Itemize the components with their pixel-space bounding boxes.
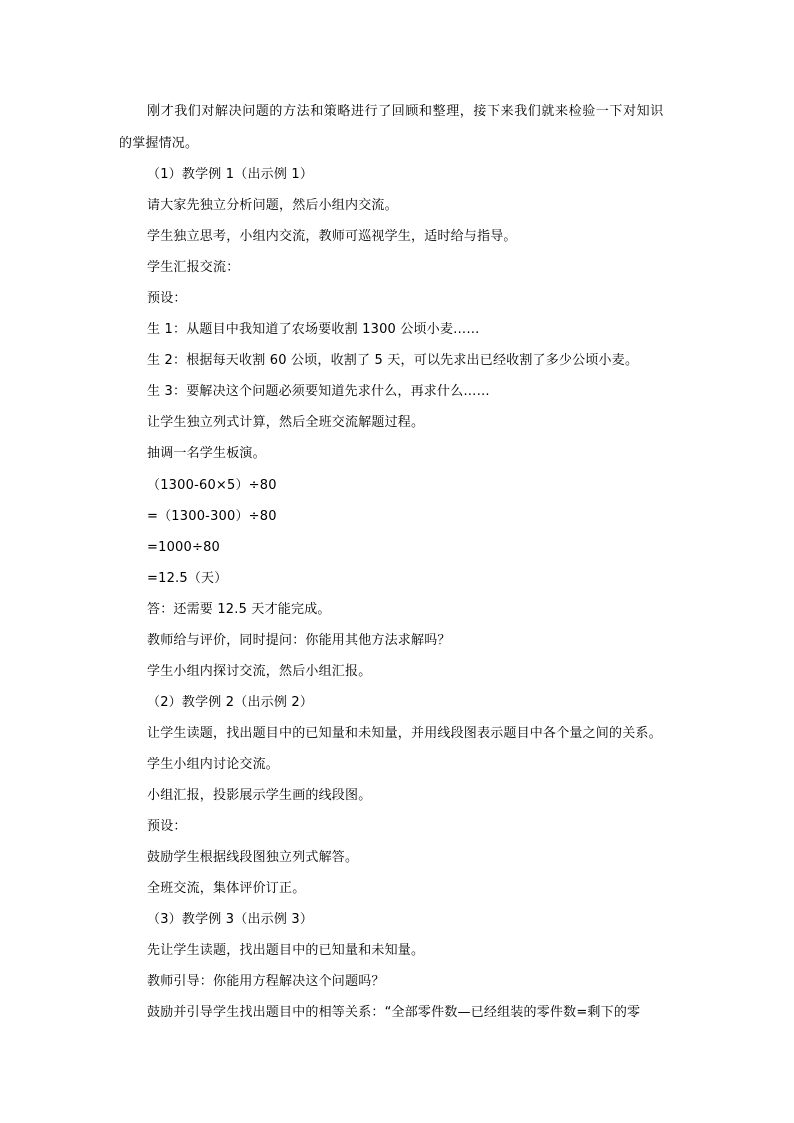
text-line: 先让学生读题，找出题目中的已知量和未知量。 — [147, 943, 425, 958]
text-line: 学生独立思考，小组内交流，教师可巡视学生，适时给与指导。 — [147, 229, 517, 244]
text-line: 生 1：从题目中我知道了农场要收割 1300 公顷小麦…… — [147, 322, 480, 337]
equation-line: =1000÷80 — [147, 540, 221, 555]
text-line: 抽调一名学生板演。 — [147, 446, 266, 461]
section-heading-example-2: （2）教学例 2（出示例 2） — [147, 695, 314, 710]
text-line: 小组汇报，投影展示学生画的线段图。 — [147, 788, 372, 803]
text-line: 请大家先独立分析问题，然后小组内交流。 — [147, 198, 398, 213]
section-heading-example-1: （1）教学例 1（出示例 1） — [147, 167, 314, 182]
text-line: 鼓励并引导学生找出题目中的相等关系：“全部零件数—已经组装的零件数=剩下的零 — [147, 1005, 641, 1020]
text-line: 学生小组内讨论交流。 — [147, 757, 280, 772]
text-line: 让学生独立列式计算，然后全班交流解题过程。 — [147, 415, 425, 430]
section-heading-example-3: （3）教学例 3（出示例 3） — [147, 912, 314, 927]
answer-line: 答：还需要 12.5 天才能完成。 — [147, 602, 331, 617]
text-line: 学生汇报交流： — [147, 260, 240, 275]
text-line: 让学生读题，找出题目中的已知量和未知量，并用线段图表示题目中各个量之间的关系。 — [147, 726, 662, 741]
paragraph-intro-line-1: 刚才我们对解决问题的方法和策略进行了回顾和整理，接下来我们就来检验一下对知识 — [147, 104, 664, 119]
text-line: 教师引导：你能用方程解决这个问题吗？ — [147, 974, 385, 989]
equation-line: =12.5（天） — [147, 571, 228, 586]
text-line: 生 3：要解决这个问题必须要知道先求什么，再求什么…… — [147, 384, 490, 399]
text-line: 预设： — [147, 819, 187, 834]
text-line: 教师给与评价，同时提问：你能用其他方法求解吗？ — [147, 633, 451, 648]
text-line: 预设： — [147, 291, 187, 306]
text-line: 鼓励学生根据线段图独立列式解答。 — [147, 850, 359, 865]
equation-line: =（1300-300）÷80 — [147, 509, 277, 524]
text-line: 学生小组内探讨交流，然后小组汇报。 — [147, 664, 372, 679]
paragraph-intro-line-2: 的掌握情况。 — [119, 136, 199, 151]
text-line: 全班交流，集体评价订正。 — [147, 881, 306, 896]
text-line: 生 2：根据每天收割 60 公顷，收割了 5 天，可以先求出已经收割了多少公顷小麦。 — [147, 353, 639, 368]
equation-line: （1300-60×5）÷80 — [147, 478, 277, 493]
